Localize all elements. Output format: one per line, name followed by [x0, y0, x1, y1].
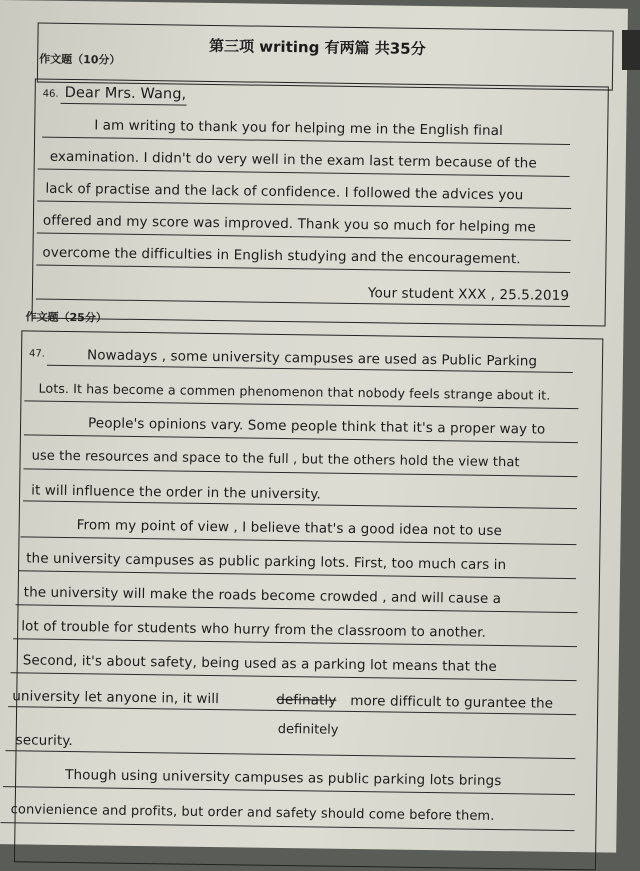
essay2-line-2: Lots. It has become a commen phenomenon that nobody feels strange about it.: [38, 380, 551, 403]
essay2-line-12: security.: [15, 732, 73, 750]
essay2-line-11b: more difficult to gurantee the: [350, 692, 554, 712]
background-edge: [622, 30, 640, 70]
essay1-line-5: offered and my score was improved. Thank you so much for helping me: [42, 212, 537, 236]
essay2-line-11a: university let anyone in, it will: [12, 688, 220, 708]
essay2-line-1: Nowadays , some university campuses are used as Public Parking: [86, 347, 538, 370]
essay2-line-3: People's opinions vary. Some people think that it's a proper way to: [87, 415, 546, 438]
struck-word: definatly: [276, 691, 337, 709]
essay1-signature: Your student XXX , 25.5.2019: [367, 285, 570, 304]
essay1-line-2: I am writing to thank you for helping me in the English final: [94, 117, 504, 140]
essay2-line-9: lot of trouble for students who hurry from the classroom to another.: [21, 618, 487, 641]
inserted-correction: definitely: [277, 721, 339, 738]
question-number-47: 47.: [28, 348, 46, 360]
page-title: 第三项 writing 有两篇 共35分: [208, 36, 426, 58]
essay2-line-4: use the resources and space to the full , but the others hold the view that: [31, 448, 520, 471]
question-number-46: 46.: [42, 88, 59, 100]
essay2-line-14: convienience and profits, but order and safety should come before them.: [10, 802, 495, 824]
essay2-line-7: the university campuses as public parking lots. First, too much cars in: [26, 550, 507, 574]
essay2-line-5: it will influence the order in the university.: [31, 482, 321, 503]
section-label-2: 作文题（25分）: [25, 310, 107, 325]
essay1-line-3: examination. I didn't do very well in the exam last term because of the: [49, 148, 537, 172]
essay1-line-4: lack of practise and the lack of confidence. I followed the advices you: [45, 180, 524, 204]
essay1-line-6: overcome the difficulties in English studying and the encouragement.: [42, 244, 521, 268]
essay2-line-13: Though using university campuses as public parking lots brings: [65, 766, 502, 790]
essay1-line-1: Dear Mrs. Wang,: [64, 84, 187, 103]
essay2-line-10: Second, it's about safety, being used as a parking lot means that the: [22, 652, 497, 676]
section-label-1: 作文题（10分）: [39, 52, 121, 67]
essay2-line-6: From my point of view , I believe that's a good idea not to use: [76, 517, 503, 540]
essay2-line-8: the university will make the roads become crowded , and will cause a: [23, 584, 502, 608]
